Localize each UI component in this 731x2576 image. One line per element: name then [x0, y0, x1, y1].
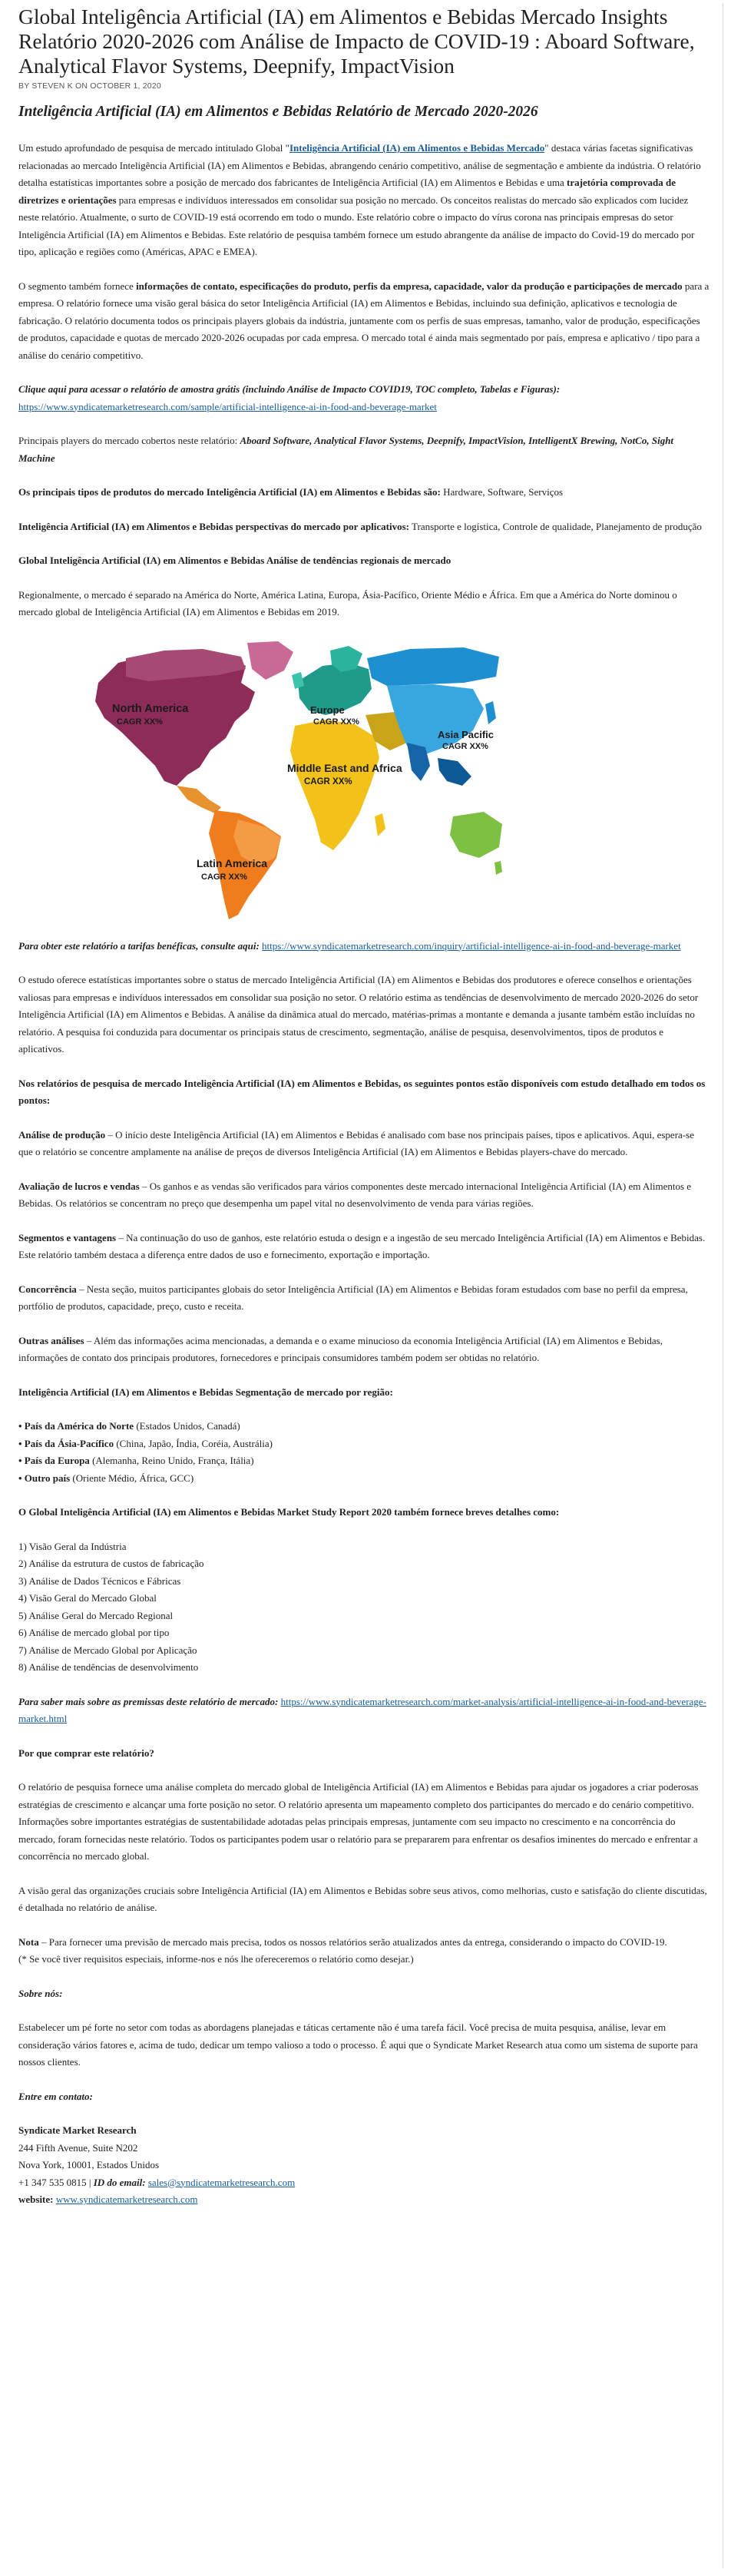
article-title: Global Inteligência Artificial (IA) em Alimentos e Bebidas Mercado Insights Relatório 2020-2026 com Análise de Impacto de COVID-19 : Aboard Software, Analytical Flavor Systems, Deepnify, ImpactVision	[18, 5, 695, 78]
point-other-label: Outras análises	[18, 1334, 84, 1346]
sample-cta: Clique aqui para acessar o relatório de amostra grátis (incluindo Análise de Impacto COVID19, TOC completo, Tabelas e Figuras):	[18, 383, 561, 395]
point-competition-text: – Nesta seção, muitos participantes globais do setor Inteligência Artificial (IA) em Alimentos e Bebidas foram estudados com base no perfil da empresa, portfólio de produtos, capacidade, preço, custo e receita.	[18, 1283, 688, 1312]
intro-text-middle: " destaca várias facetas significativas relacionadas ao mercado Inteligência Artificial (IA) em Alimentos e Bebidas, abrangendo cenário competitivo, análise de segmentação e ambiente da indústria. O relatório detalha estatísticas importantes sobre a posição de mercado dos fabricantes de Inteligência Artificial (IA) em Alimentos e Bebidas e uma	[18, 142, 701, 188]
segmentation-item	[18, 1452, 710, 1470]
contact-company: Syndicate Market Research	[18, 2124, 137, 2136]
central-america-shape	[177, 786, 221, 813]
detailed-heading	[18, 1075, 710, 1110]
study-item: 7) Análise de Mercado Global por Aplicação	[18, 1644, 197, 1656]
market-link[interactable]: Inteligência Artificial (IA) em Alimentos e Bebidas Mercado	[289, 142, 545, 154]
study-item: 6) Análise de mercado global por tipo	[18, 1627, 170, 1638]
study-item: 2) Análise da estrutura de custos de fabricação	[18, 1558, 204, 1569]
why-heading-text: Por que comprar este relatório?	[18, 1747, 154, 1759]
madagascar-shape	[375, 813, 385, 836]
contact-block	[18, 2122, 710, 2209]
point-profit-label: Avaliação de lucros e vendas	[18, 1180, 140, 1192]
southeast-asia-shape	[438, 758, 471, 786]
note-text-2: (* Se você tiver requisitos especiais, informe-nos e nós lhe ofereceremos o relatório como desejar.)	[18, 1953, 414, 1965]
regional-heading-text: Global Inteligência Artificial (IA) em Alimentos e Bebidas Análise de tendências regionais de mercado	[18, 555, 452, 566]
point-other	[18, 1333, 710, 1367]
segmentation-item-text: (Oriente Médio, África, GCC)	[70, 1472, 194, 1484]
segmentation-item-label: • País da Ásia-Pacífico	[18, 1437, 114, 1449]
study-list	[18, 1538, 710, 1677]
about-paragraph: Estabelecer um pé forte no setor com todas as abordagens planejadas e táticas certamente não é uma tarefa fácil. Você precisa de muita pesquisa, análise, levar em consideração vários fatores e, acima de tudo, dedicar um tempo valioso a todo o processo. É aqui que o Syndicate Market Research atua como um sistema de suporte para nossos clientes.	[18, 2021, 698, 2068]
point-profit	[18, 1178, 710, 1213]
types-label: Os principais tipos de produtos do mercado Inteligência Artificial (IA) em Alimentos e Bebidas são:	[18, 486, 441, 498]
about-heading-text: Sobre nós:	[18, 1987, 63, 1999]
point-competition-label: Concorrência	[18, 1283, 77, 1295]
premises-link[interactable]: https://www.syndicatemarketresearch.com/market-analysis/artificial-intelligence-ai-in-food-and-beverage-market.html	[18, 1695, 706, 1724]
segmentation-item-label: • País da Europa	[18, 1455, 90, 1466]
segmentation-item-text: (Alemanha, Reino Unido, França, Itália)	[89, 1455, 254, 1466]
point-production	[18, 1127, 710, 1161]
contact-email-label: ID do email:	[93, 2176, 146, 2188]
note-text: – Para fornecer uma previsão de mercado mais precisa, todos os nossos relatórios serão atualizados antes da entrega, considerando o impacto do COVID-19.	[38, 1935, 667, 1948]
contact-website-link[interactable]: www.syndicatemarketresearch.com	[55, 2194, 198, 2205]
contact-address-1: 244 Fifth Avenue, Suite N202	[18, 2141, 138, 2154]
segmentation-item	[18, 1470, 710, 1488]
types-values: Hardware, Software, Serviços	[440, 486, 564, 498]
discount-link[interactable]: https://www.syndicatemarketresearch.com/inquiry/artificial-intelligence-ai-in-food-and-beverage-market	[262, 939, 681, 952]
study-item: 3) Análise de Dados Técnicos e Fábricas	[18, 1574, 181, 1587]
segmentation-item-text: (Estados Unidos, Canadá)	[134, 1420, 240, 1432]
study-item: 8) Análise de tendências de desenvolvimento	[18, 1661, 199, 1673]
contact-website-line	[18, 2191, 710, 2209]
regional-paragraph: Regionalmente, o mercado é separado na América do Norte, América Latina, Europa, Ásia-Pacífico, Oriente Médio e África. Em que a América do Norte dominou o mercado global de Inteligência Artificial (IA) em Alimentos e Bebidas em 2019.	[18, 588, 677, 618]
study-item: 1) Visão Geral da Indústria	[18, 1540, 127, 1552]
segmentation-item	[18, 1435, 710, 1453]
segmentation-heading-text: Inteligência Artificial (IA) em Alimentos e Bebidas Segmentação de mercado por região:	[18, 1386, 393, 1398]
uk-shape	[292, 672, 304, 689]
intro-text-end: para empresas e indivíduos interessados em consolidar sua posição no mercado. Os conceitos realistas do mercado são explicados com lucidez neste relatório. Atualmente, o surto de COVID-19 está ocorrendo em todo o mundo. Este relatório cobre o impacto do vírus corona nas principais empresas do setor Inteligência Artificial (IA) em Alimentos e Bebidas. Este relatório de pesquisa também fornece um estudo abrangente da análise de impacto do Covid-19 do mercado por tipo, aplicação e regiões como (Américas, APAC e EMEA).	[18, 194, 695, 257]
point-profit-text: – Os ganhos e as vendas são verificados para vários componentes deste mercado internacional Inteligência Artificial (IA) em Alimentos e Bebidas. Os relatórios se concentram no preço que desempenha um papel vital no desenvolvimento de venda para várias regiões.	[18, 1180, 692, 1209]
contact-phone-line	[18, 2174, 710, 2192]
players-list: Aboard Software, Analytical Flavor Systems, Deepnify, ImpactVision, IntelligentX Brewing, NotCo, Sight Machine	[18, 435, 674, 464]
map-label-latin-america: Latin America	[197, 856, 268, 869]
intro-bold-phrase: trajetória comprovada de diretrizes e orientações	[18, 177, 676, 206]
article-body	[8, 5, 722, 2209]
segmentation-item	[18, 1418, 710, 1435]
study-heading-text: O Global Inteligência Artificial (IA) em Alimentos e Bebidas Market Study Report 2020 também fornece breves detalhes como:	[18, 1506, 560, 1518]
premises-cta: Para saber mais sobre as premissas deste relatório de mercado:	[18, 1695, 279, 1707]
world-map-image	[64, 635, 505, 925]
map-label-north-america: North America	[112, 702, 189, 715]
discount-paragraph	[18, 938, 710, 955]
discount-cta: Para obter este relatório a tarifas benéficas, consulte aqui:	[18, 939, 260, 952]
why-paragraph-1: O relatório de pesquisa fornece uma análise completa do mercado global de Inteligência Artificial (IA) em Alimentos e Bebidas para ajudar os jogadores a criar poderosas estratégias de crescimento e alcançar uma forte posição no setor. O relatório apresenta um mapeamento completo dos participantes do mercado e do cenário competitivo. Informações sobre importantes estratégias de sustentabilidade adotadas pelas principais empresas, juntamente com seu impacto no crescimento e na concorrência do mercado, foram fornecidas neste relatório. Todos os participantes podem usar o relatório para se prepararem para enfrentar os desafios iminentes do mercado e enfrentar a concorrência no mercado global.	[18, 1781, 699, 1862]
intro-paragraph	[18, 140, 710, 261]
note-paragraph	[18, 1934, 710, 1968]
map-label-mea: Middle East and Africa	[287, 761, 402, 774]
segment-bold-phrase: informações de contato, especificações do produto, perfis da empresa, capacidade, valor da produção e participações de mercado	[136, 280, 683, 292]
segment-paragraph	[18, 278, 710, 365]
map-cagr-asia-pacific: CAGR XX%	[442, 741, 488, 751]
point-segments-label: Segmentos e vantagens	[18, 1231, 117, 1243]
map-cagr-latin-america: CAGR XX%	[201, 872, 247, 882]
why-paragraph-2: A visão geral das organizações cruciais sobre Inteligência Artificial (IA) em Alimentos e Bebidas sobre seus ativos, como melhorias, custo e satisfação do cliente discutidas, é detalhada no relatório de análise.	[18, 1884, 707, 1913]
intro-text-start: Um estudo aprofundado de pesquisa de mercado intitulado Global "	[18, 142, 289, 154]
detailed-heading-text: Nos relatórios de pesquisa de mercado Inteligência Artificial (IA) em Alimentos e Bebidas, os seguintes pontos estão disponíveis com estudo detalhado em todos os pontos:	[18, 1077, 706, 1106]
regional-heading	[18, 552, 710, 570]
contact-email-link[interactable]: sales@syndicatemarketresearch.com	[147, 2176, 296, 2188]
why-heading	[18, 1745, 710, 1763]
sample-paragraph	[18, 381, 710, 416]
contact-heading-text: Entre em contato:	[18, 2090, 93, 2102]
applications-values: Transporte e logística, Controle de qualidade, Planejamento de produção	[409, 520, 702, 532]
segment-text-end: para a empresa. O relatório fornece uma visão geral básica do setor Inteligência Artificial (IA) em Alimentos e Bebidas, incluindo sua definição, aplicativos e tecnologia de fabricação. O relatório documenta todos os principais players globais da indústria, juntamente com os perfis de suas empresas, tamanho, valor de produção, especificações de produtos, capacidade e quotas de mercado 2020-2026 ocupadas por cada empresa. O mercado total é ainda mais segmentado por país, empresa e aplicativo / tipo para a análise do cenário competitivo.	[18, 280, 710, 361]
russia-shape	[367, 647, 499, 686]
map-cagr-europe: CAGR XX%	[313, 717, 359, 727]
point-segments	[18, 1230, 710, 1264]
segmentation-list	[18, 1418, 710, 1487]
study-heading	[18, 1504, 710, 1521]
contact-heading	[18, 2088, 710, 2106]
point-other-text: – Além das informações acima mencionadas, a demanda e o exame minucioso da economia Inteligência Artificial (IA) em Alimentos e Bebidas, informações de contato dos principais produtores, fornecedores e principais consumidores também podem ser obtidas no relatório.	[18, 1334, 663, 1363]
contact-address-2: Nova York, 10001, Estados Unidos	[18, 2159, 160, 2170]
map-cagr-mea: CAGR XX%	[304, 776, 352, 786]
applications-paragraph	[18, 518, 710, 536]
map-label-europe: Europe	[310, 704, 345, 716]
map-cagr-north-america: CAGR XX%	[117, 717, 163, 727]
about-heading	[18, 1985, 710, 2003]
greenland-shape	[247, 641, 293, 680]
point-production-text: – O início deste Inteligência Artificial (IA) em Alimentos e Bebidas é analisado com base nos principais países, tipos e aplicativos. Aqui, espera-se que o relatório se concentre amplamente na análise de preços de diversos Inteligência Artificial (IA) em Alimentos e Bebidas players-chave do mercado.	[18, 1128, 694, 1157]
study-item: 4) Visão Geral do Mercado Global	[18, 1592, 157, 1604]
applications-label: Inteligência Artificial (IA) em Alimentos e Bebidas perspectivas do mercado por aplicativos:	[18, 520, 409, 532]
japan-shape	[485, 701, 496, 724]
point-competition	[18, 1281, 710, 1316]
study-item: 5) Análise Geral do Mercado Regional	[18, 1609, 174, 1621]
segmentation-item-text: (China, Japão, Índia, Coréia, Austrália)	[114, 1437, 273, 1449]
article-page	[8, 0, 723, 2568]
world-map-figure	[64, 635, 505, 925]
contact-website-label: website:	[18, 2194, 54, 2205]
segmentation-heading	[18, 1384, 710, 1402]
contact-phone: +1 347 535 0815 |	[18, 2176, 94, 2188]
note-label: Nota	[18, 1935, 39, 1948]
map-label-asia-pacific: Asia Pacific	[438, 728, 494, 740]
report-subtitle: Inteligência Artificial (IA) em Alimentos e Bebidas Relatório de Mercado 2020-2026	[18, 104, 538, 120]
premises-paragraph	[18, 1694, 710, 1728]
offer-paragraph: O estudo oferece estatísticas importantes sobre o status de mercado Inteligência Artificial (IA) em Alimentos e Bebidas dos produtores e oferece conselhos e orientações valiosas para empresas e indivíduos interessados em consolidar sua posição no setor. O relatório estima as tendências de desenvolvimento de mercado 2020-2026 do setor Inteligência Artificial (IA) em Alimentos e Bebidas. A análise da dinâmica atual do mercado, matérias-primas a montante e demanda a jusante também estão incluídas no relatório. A pesquisa foi conduzida para documentar os principais status de crescimento, segmentação, análise de pesquisa, desenvolvimentos, tipos de produtos e aplicativos.	[18, 974, 699, 1055]
types-paragraph	[18, 484, 710, 502]
segmentation-item-label: • Outro país	[18, 1472, 71, 1484]
new-zealand-shape	[495, 861, 502, 875]
point-segments-text: – Na continuação do uso de ganhos, este relatório estuda o design e a ingestão de seu mercado Inteligência Artificial (IA) em Alimentos e Bebidas. Este relatório também destaca a diferença entre dados de uso e fornecimento, exportação e importação.	[18, 1231, 706, 1260]
segmentation-item-label: • País da América do Norte	[18, 1420, 134, 1432]
players-paragraph	[18, 432, 710, 467]
article-byline: BY STEVEN K ON OCTOBER 1, 2020	[18, 81, 161, 91]
point-production-label: Análise de produção	[18, 1128, 106, 1141]
segment-text-start: O segmento também fornece	[18, 280, 137, 292]
australia-shape	[450, 812, 502, 858]
sample-link[interactable]: https://www.syndicatemarketresearch.com/sample/artificial-intelligence-ai-in-food-and-beverage-market	[18, 400, 437, 412]
players-label: Principais players do mercado cobertos neste relatório:	[18, 435, 240, 446]
